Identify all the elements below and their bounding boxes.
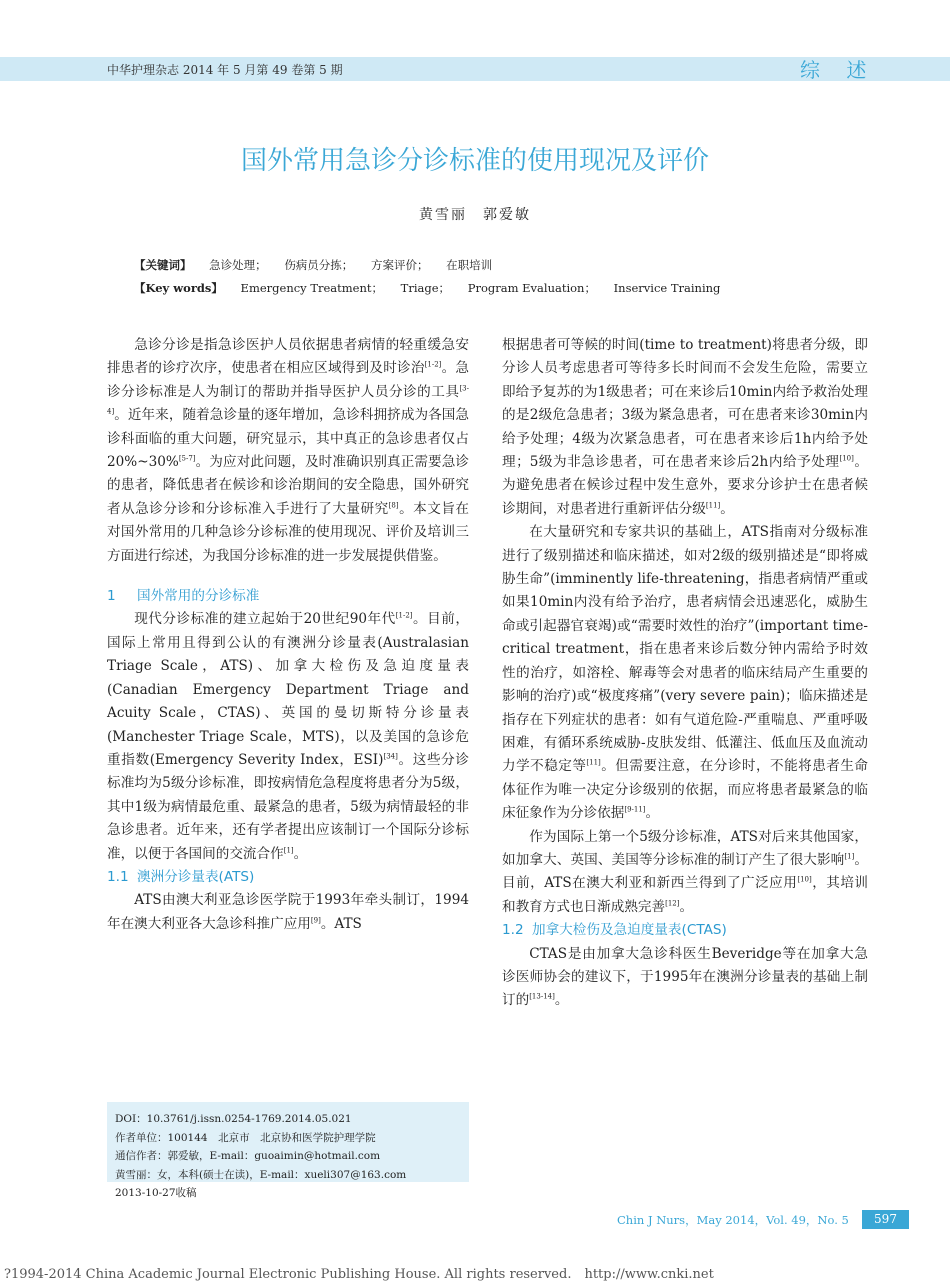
paragraph: CTAS是由加拿大急诊科医生Beveridge等在加拿大急诊医师协会的建议下，于1995年在澳洲分诊量表的基础上制订的[13-14]。 — [502, 945, 868, 1009]
keyword: 急诊处理； — [209, 258, 267, 272]
citation: [34] — [383, 752, 398, 761]
corresponding-author: 通信作者：郭爱敏，E-mail：guoaimin@hotmail.com — [115, 1150, 381, 1163]
page-number: 597 — [862, 1210, 909, 1229]
paragraph: 现代分诊标准的建立起始于20世纪90年代[1-2]。目前，国际上常用且得到公认的有澳洲分诊量表(Australasian Triage Scale，ATS)、加拿大检伤及急迫度量表(Canadian Emergency Department Triage and Acuity Scale，CTAS)、英国的曼切斯特分诊量表(Manchester Triage Scale，MTS)，以及美国的急诊危重指数(Emergency Severity Index，ESI)[34]。这些分诊标准均为5级分诊标准，即按病情危急程度将患者分为5级，其中1级为病情最危重、最紧急的患者，5级为病情最轻的非急诊患者。近年来，还有学者提出应该制订一个国际分诊标准，以便于各国间的交流合作[1]。 — [107, 611, 470, 862]
citation: [9-11] — [624, 805, 646, 814]
paragraph: 根据患者可等候的时间(time to treatment)将患者分级，即分诊人员考虑患者可等待多长时间而不会发生危险，需要立即给予复苏的为1级患者；可在来诊后10min内给予救治处理的是2级危急患者；3级为紧急患者，可在患者来诊30min内给予处理；4级为次紧急患者，可在患者来诊后1h内给予处理；5级为非急诊患者，可在患者来诊后2h内给予处理[10]。为避免患者在候诊过程中发生意外，要求分诊护士在患者候诊期间，对患者进行重新评估分级[11]。 — [502, 337, 868, 517]
section-heading-1: 1 国外常用的分诊标准 — [107, 588, 260, 605]
copyright-line: ?1994-2014 China Academic Journal Electronic Publishing House. All rights reserved. http://www.cnki.net — [4, 1267, 714, 1282]
citation: [11] — [705, 501, 721, 510]
keyword: Triage； — [400, 281, 451, 295]
paragraph: 急诊分诊是指急诊医护人员依据患者病情的轻重缓急安排患者的诊疗次序，使患者在相应区域得到及时诊治[1-2]。急诊分诊标准是人为制订的帮助并指导医护人员分诊的工具[3-4]。近年来，随着急诊量的逐年增加，急诊科拥挤成为各国急诊科面临的重大问题，研究显示，其中真正的急诊患者仅占20%~30%[5-7]。为应对此问题，及时准确识别真正需要急诊的患者，降低患者在候诊和诊治期间的安全隐患，国外研究者从急诊分诊和分诊标准入手进行了大量研究[8]。本文旨在对国外常用的几种急诊分诊标准的使用现况、评价及培训三方面进行综述，为我国分诊标准的进一步发展提供借鉴。 — [107, 337, 470, 564]
section-heading-1-1: 1.1 澳洲分诊量表(ATS) — [107, 868, 255, 885]
first-author: 黄雪丽：女，本科(硕士在读)，E-mail：xueli307@163.com — [115, 1168, 407, 1181]
author-unit: 作者单位：100144 北京市 北京协和医学院护理学院 — [115, 1131, 376, 1144]
left-column — [107, 334, 469, 936]
citation: [10] — [797, 875, 812, 884]
citation: [10] — [839, 454, 854, 463]
article-info-box — [107, 1102, 469, 1200]
citation: [9] — [310, 916, 321, 925]
citation: [1] — [283, 846, 294, 854]
citation: [5-7] — [178, 454, 196, 463]
keyword: Inservice Training — [613, 281, 721, 295]
keyword: Program Evaluation； — [467, 281, 596, 295]
keyword: Emergency Treatment； — [240, 281, 384, 295]
citation: [13-14] — [529, 992, 555, 1001]
keywords-en — [134, 280, 734, 296]
section-heading-1-2: 1.2 加拿大检伤及急迫度量表(CTAS) — [502, 922, 727, 939]
citation: [3-4] — [107, 384, 469, 416]
right-column — [502, 334, 868, 1013]
section-label: 综 述 — [800, 58, 877, 82]
article-authors: 黄雪丽 郭爱敏 — [419, 207, 531, 223]
citation: [8] — [388, 501, 399, 510]
paragraph: 在大量研究和专家共识的基础上，ATS指南对分级标准进行了级别描述和临床描述，如对2级的级别描述是“即将威胁生命”(imminently life-threatening，指患者病情严重或如果10min内没有给予治疗，患者病情会迅速恶化，威胁生命或引起器官衰竭)或“需要时效性的治疗”(important time-critical treatment，指在患者来诊后数分钟内需给予时效性的治疗，如溶栓、解毒等会对患者的临床结局产生重要的影响的治疗)或“极度疼痛”(very severe pain)；临床描述是指存在下列症状的患者：如有气道危险-严重喘息、严重呼吸困难，有循环系统威胁-皮肤发绀、低灌注、低血压及血流动力学不稳定等[11]。但需要注意，在分诊时，不能将患者生命体征作为唯一决定分诊级别的依据，而应将患者最紧急的临床征象作为分诊依据[9-11]。 — [502, 524, 868, 822]
doi: DOI：10.3761/j.issn.0254-1769.2014.05.021 — [115, 1113, 352, 1125]
received-date: 2013-10-27收稿 — [115, 1187, 197, 1200]
keyword: 在职培训 — [446, 258, 493, 272]
paragraph: 作为国际上第一个5级分诊标准，ATS对后来其他国家，如加拿大、英国、美国等分诊标准的制订产生了很大影响[1]。目前，ATS在澳大利亚和新西兰得到了广泛应用[10]，其培训和教育方式也日渐成熟完善[12]。 — [502, 828, 869, 915]
citation: [11] — [586, 758, 601, 767]
citation: [1-2] — [424, 360, 442, 369]
citation: [1] — [844, 852, 855, 861]
footer-journal: Chin J Nurs，May 2014，Vol. 49，No. 5 — [617, 1213, 849, 1227]
keywords-cn — [134, 257, 506, 273]
journal-header: 中华护理杂志 2014 年 5 月第 49 卷第 5 期 — [107, 63, 343, 77]
keywords-en-label: 【Key words】 — [134, 281, 223, 295]
article-title: 国外常用急诊分诊标准的使用现况及评价 — [240, 146, 709, 176]
keyword: 方案评价； — [370, 258, 429, 272]
citation: [12] — [665, 899, 680, 908]
citation: [1-2] — [395, 611, 413, 620]
paragraph: ATS由澳大利亚急诊医学院于1993年牵头制订，1994年在澳大利亚各大急诊科推广应用[9]。ATS — [107, 892, 469, 932]
keywords-cn-label: 【关键词】 — [134, 258, 192, 272]
keyword: 伤病员分拣； — [284, 258, 354, 272]
